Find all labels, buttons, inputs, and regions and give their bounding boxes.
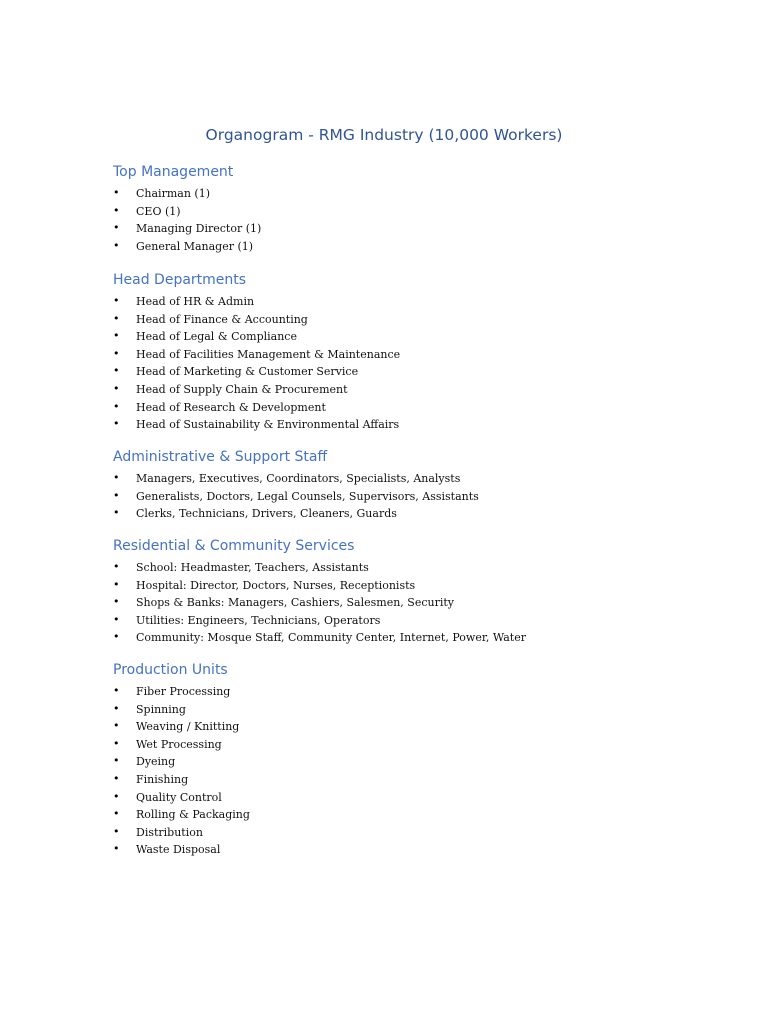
list-item-text: Finishing: [136, 772, 189, 786]
list-item-text: Generalists, Doctors, Legal Counsels, Supervisors, Assistants: [136, 489, 479, 503]
list-item: [113, 594, 733, 612]
list-item: [113, 293, 733, 311]
bullet-icon: •: [113, 736, 120, 750]
bullet-icon: •: [113, 719, 120, 733]
bullet-icon: •: [113, 186, 120, 199]
list-item-text: Hospital: Director, Doctors, Nurses, Receptionists: [136, 578, 416, 592]
bullet-icon: •: [113, 842, 120, 856]
section-top-management: [113, 162, 733, 255]
bullet-icon: •: [113, 807, 120, 821]
bullet-icon: •: [113, 771, 120, 785]
list-item-text: Distribution: [136, 825, 203, 839]
bullet-icon: •: [113, 488, 120, 502]
list-item-text: CEO (1): [136, 204, 181, 218]
bullet-icon: •: [113, 560, 120, 573]
section-production-units: [113, 660, 733, 859]
list-item-text: Head of Finance & Accounting: [136, 312, 308, 326]
bullet-icon: •: [113, 684, 120, 697]
list-item: [113, 381, 733, 399]
bullet-icon: •: [113, 203, 120, 217]
list-item-text: Managing Director (1): [136, 222, 262, 236]
list-item: [113, 399, 733, 417]
list-item: [113, 701, 733, 719]
list-item-text: Community: Mosque Staff, Community Center, Internet, Power, Water: [136, 631, 526, 645]
list-item-text: Fiber Processing: [136, 685, 231, 698]
list-item: [113, 824, 733, 842]
bullet-icon: •: [113, 221, 120, 235]
page-title: Organogram - RMG Industry (10,000 Workers): [205, 126, 563, 144]
list-item-text: Rolling & Packaging: [136, 808, 250, 822]
list-item-text: Head of HR & Admin: [136, 295, 255, 308]
list-item: [113, 806, 733, 824]
bullet-icon: •: [113, 471, 120, 484]
bullet-icon: •: [113, 577, 120, 591]
list-item: [113, 753, 733, 771]
bullet-icon: •: [113, 824, 120, 838]
list-item: [113, 736, 733, 754]
section-residential-community-services: [113, 536, 733, 647]
bullet-icon: •: [113, 701, 120, 715]
list-item-text: Head of Research & Development: [136, 400, 326, 414]
list-item-text: Head of Marketing & Customer Service: [136, 365, 359, 379]
list-item: [113, 346, 733, 364]
section-list: [113, 470, 733, 523]
list-item: [113, 629, 733, 647]
list-item: [113, 841, 733, 859]
bullet-icon: •: [113, 506, 120, 520]
bullet-icon: •: [113, 238, 120, 252]
list-item-text: Managers, Executives, Coordinators, Specialists, Analysts: [136, 472, 461, 485]
list-item: [113, 328, 733, 346]
list-item: [113, 185, 733, 203]
list-item-text: Clerks, Technicians, Drivers, Cleaners, Guards: [136, 507, 397, 521]
section-list: [113, 293, 733, 434]
list-item-text: Head of Facilities Management & Maintenance: [136, 347, 401, 361]
list-item: [113, 683, 733, 701]
section-heading: Head Departments: [113, 272, 247, 288]
bullet-icon: •: [113, 346, 120, 360]
section-heading: Administrative & Support Staff: [113, 449, 328, 465]
list-item-text: Waste Disposal: [136, 843, 221, 857]
section-heading: Top Management: [113, 164, 234, 180]
list-item-text: Quality Control: [136, 790, 222, 804]
list-item-text: Weaving / Knitting: [136, 720, 240, 734]
list-item: [113, 220, 733, 238]
list-item: [113, 505, 733, 523]
list-item-text: Dyeing: [136, 755, 176, 769]
list-item: [113, 612, 733, 630]
list-item: [113, 203, 733, 221]
section-heading: Production Units: [113, 662, 228, 678]
list-item: [113, 559, 733, 577]
list-item: [113, 577, 733, 595]
bullet-icon: •: [113, 630, 120, 644]
list-item: [113, 470, 733, 488]
list-item-text: Chairman (1): [136, 187, 210, 200]
list-item-text: Head of Legal & Compliance: [136, 330, 297, 344]
list-item-text: Shops & Banks: Managers, Cashiers, Salesmen, Security: [136, 596, 454, 610]
section-administrative-support-staff: [113, 447, 733, 523]
bullet-icon: •: [113, 381, 120, 395]
section-head-departments: [113, 270, 733, 434]
bullet-icon: •: [113, 417, 120, 431]
list-item: [113, 771, 733, 789]
list-item: [113, 718, 733, 736]
section-list: [113, 683, 733, 859]
list-item-text: Utilities: Engineers, Technicians, Operators: [136, 613, 381, 627]
bullet-icon: •: [113, 789, 120, 803]
list-item: [113, 238, 733, 256]
list-item-text: Head of Sustainability & Environmental Affairs: [136, 418, 400, 432]
list-item-text: General Manager (1): [136, 239, 254, 253]
list-item: [113, 789, 733, 807]
list-item-text: Spinning: [136, 702, 186, 716]
bullet-icon: •: [113, 364, 120, 378]
list-item-text: Head of Supply Chain & Procurement: [136, 382, 348, 396]
list-item-text: Wet Processing: [136, 737, 222, 751]
bullet-icon: •: [113, 311, 120, 325]
list-item-text: School: Headmaster, Teachers, Assistants: [136, 561, 369, 574]
bullet-icon: •: [113, 612, 120, 626]
section-list: [113, 559, 733, 647]
section-list: [113, 185, 733, 255]
list-item: [113, 488, 733, 506]
bullet-icon: •: [113, 754, 120, 768]
bullet-icon: •: [113, 329, 120, 343]
list-item: [113, 363, 733, 381]
bullet-icon: •: [113, 595, 120, 609]
list-item: [113, 416, 733, 434]
list-item: [113, 311, 733, 329]
bullet-icon: •: [113, 399, 120, 413]
bullet-icon: •: [113, 294, 120, 307]
section-heading: Residential & Community Services: [113, 538, 355, 554]
